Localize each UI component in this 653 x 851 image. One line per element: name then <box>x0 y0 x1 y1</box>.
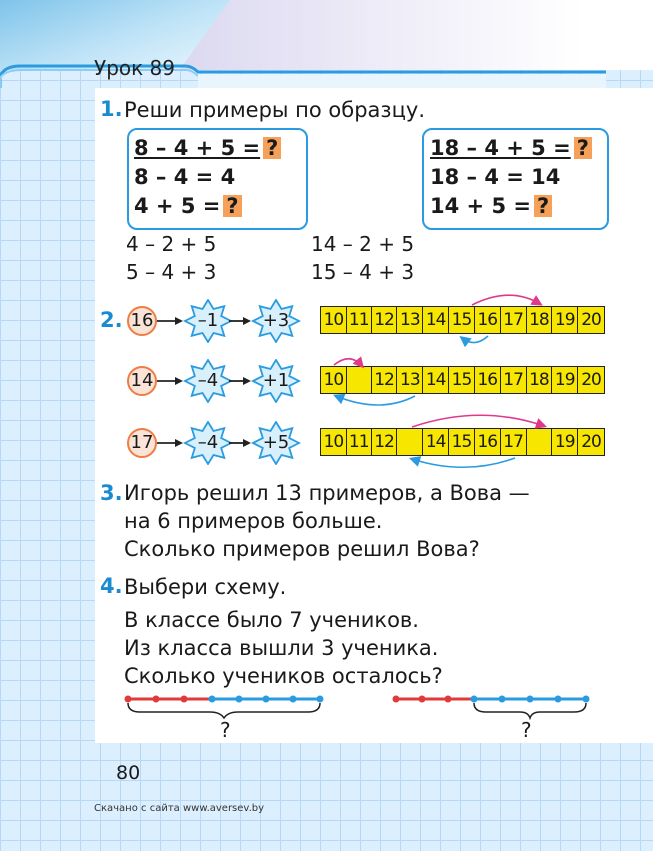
scheme-b[interactable] <box>390 690 600 720</box>
arrow-row3-plus <box>412 415 544 427</box>
tape-cell: 13 <box>397 307 423 333</box>
sample-left-line1: 8 – 4 + 5 = ? <box>134 136 281 160</box>
tape-cell: 17 <box>501 307 527 333</box>
sample-right-line3: 14 + 5 = ? <box>430 194 552 218</box>
tape-cell: 14 <box>423 367 449 393</box>
lesson-title: Урок 89 <box>94 56 176 80</box>
exercise-1-number: 1. <box>100 97 123 121</box>
tape-cell: 14 <box>423 307 449 333</box>
exercise-4-title: Выбери схему. <box>124 575 287 599</box>
exercise-3-number: 3. <box>100 481 123 505</box>
tape-cell: 12 <box>372 367 398 393</box>
tape-cell: 19 <box>552 429 578 455</box>
tape-cell: 17 <box>501 429 527 455</box>
tape-cell: 10 <box>321 307 347 333</box>
exercise-4-line1: В классе было 7 учеников. <box>124 608 419 632</box>
exercise-3-line2: на 6 примеров больше. <box>124 509 383 533</box>
sample-left-line2: 8 – 4 = 4 <box>134 165 236 189</box>
exercise-4-line3: Сколько учеников осталось? <box>124 664 443 688</box>
sample-left-line3: 4 + 5 = ? <box>134 194 242 218</box>
operation-star-2: +3 <box>251 299 301 343</box>
exercise-4-number: 4. <box>100 574 123 598</box>
tape-cell: 16 <box>475 429 501 455</box>
tape-cell: 10 <box>321 367 347 393</box>
exercise-1-title: Реши примеры по образцу. <box>124 98 425 122</box>
exercise-3-line3: Сколько примеров решил Вова? <box>124 537 480 561</box>
tape-cell: 11 <box>347 307 372 333</box>
scheme-a-question: ? <box>220 718 231 742</box>
tape-cell: 16 <box>475 307 501 333</box>
tape-cell: 20 <box>581 432 601 452</box>
tape-cell: 19 <box>552 307 578 333</box>
arrow-row1-minus <box>462 336 488 343</box>
tape-cell: 18 <box>527 367 553 393</box>
arrow-row2-plus <box>334 359 362 366</box>
tape-cell: 19 <box>552 367 578 393</box>
exercise-3-line1: Игорь решил 13 примеров, а Вова — <box>124 481 530 505</box>
sample-right-line2: 18 – 4 = 14 <box>430 165 561 189</box>
task-4: 15 – 4 + 3 <box>311 260 415 284</box>
exercise-4-line2: Из класса вышли 3 ученика. <box>124 636 439 660</box>
tape-cell: 15 <box>449 307 475 333</box>
tape-cell: 15 <box>449 367 475 393</box>
tape-cell: 10 <box>321 429 347 455</box>
exercise-2-number: 2. <box>100 308 123 332</box>
operation-star-1: –4 <box>183 359 233 403</box>
scheme-a[interactable] <box>120 690 330 720</box>
tape-cell: 11 <box>347 429 372 455</box>
tape-cell: 20 <box>581 310 601 330</box>
chain-start-number: 16 <box>127 306 157 336</box>
operation-star-2: +1 <box>251 359 301 403</box>
operation-star-2: +5 <box>251 421 301 465</box>
tape-cell: 12 <box>372 307 398 333</box>
tape-cell: 15 <box>449 429 475 455</box>
arrow-row3-minus <box>412 458 515 467</box>
tape-cell: 16 <box>475 367 501 393</box>
tape-cell: 13 <box>397 367 423 393</box>
page-number: 80 <box>116 762 141 784</box>
operation-star-1: –4 <box>183 421 233 465</box>
arrow-row1-plus <box>472 295 540 305</box>
scheme-b-question: ? <box>521 718 532 742</box>
tape-cell: 17 <box>501 367 527 393</box>
task-2: 5 – 4 + 3 <box>126 260 217 284</box>
tape-cell: 12 <box>372 429 398 455</box>
task-1: 4 – 2 + 5 <box>126 232 217 256</box>
arrow-row2-minus <box>336 396 415 405</box>
sample-right-line1: 18 – 4 + 5 = ? <box>430 136 592 160</box>
chain-start-number: 17 <box>127 428 157 458</box>
task-3: 14 – 2 + 5 <box>311 232 415 256</box>
source-credit: Скачано с сайта www.aversev.by <box>94 803 265 814</box>
tape-cell: 20 <box>581 370 601 390</box>
tape-cell: 18 <box>527 307 553 333</box>
tape-cell: 14 <box>423 429 449 455</box>
chain-start-number: 14 <box>127 366 157 396</box>
operation-star-1: –1 <box>183 299 233 343</box>
